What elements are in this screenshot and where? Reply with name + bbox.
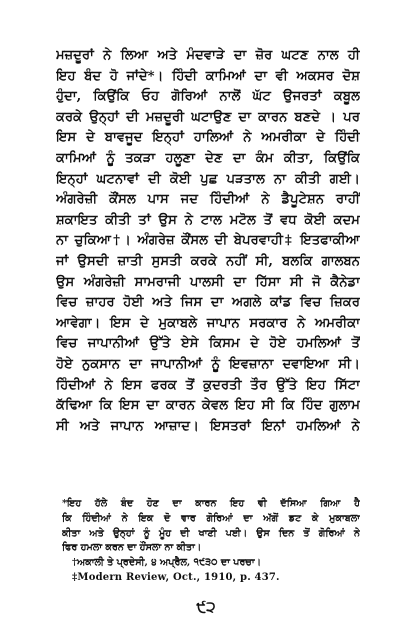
body-line: ਨਾ ਚੁਕਿਆ†। ਅੰਗਰੇਜ਼ ਕੌਂਸਲ ਦੀ ਬੇਪਰਵਾਹੀ‡ ਇਤਫਾਕੀਆ [56,233,360,249]
page-number: ੯੨ [196,598,216,616]
body-text [56,46,360,437]
body-line: ਵਿਚ ਜਾਪਾਨੀਆਂ ਉੱਤੇ ਏਸੇ ਕਿਸਮ ਦੇ ਹੋਏ ਹਮਲਿਆਂ ਤੋਂ [56,336,360,352]
footnote-line: †ਅਕਾਲੀ ਤੇ ਪ੍ਰਦੇਸੀ, ੪ ਅਪ੍ਰੈਲ, ੧੯੩੦ ਦਾ ਪਰਚਾ। [72,557,262,569]
body-line: ਵਿਚ ਜ਼ਾਹਰ ਹੋਈ ਅਤੇ ਜਿਸ ਦਾ ਅਗਲੇ ਕਾਂਡ ਵਿਚ ਜ਼ਿਕਰ [56,295,360,311]
body-line: ਉਸ ਅੰਗਰੇਜ਼ੀ ਸਾਮਰਾਜੀ ਪਾਲਸੀ ਦਾ ਹਿੱਸਾ ਸੀ ਜੋ ਕੈਨੇਡਾ [56,274,360,290]
body-line: ਆਵੇਗਾ। ਇਸ ਦੇ ਮੁਕਾਬਲੇ ਜਾਪਾਨ ਸਰਕਾਰ ਨੇ ਅਮਰੀਕਾ [56,315,360,331]
body-line: ਕਰਕੇ ਉਨ੍ਹਾਂ ਦੀ ਮਜ਼ਦੂਰੀ ਘਟਾਉਣ ਦਾ ਕਾਰਨ ਬਣਦੇ । ਪਰ [56,109,360,125]
body-line: ਜਾਂ ਉਸਦੀ ਜ਼ਾਤੀ ਸੁਸਤੀ ਕਰਕੇ ਨਹੀਂ ਸੀ, ਬਲਕਿ ਗਾਲਬਨ [56,253,360,269]
footnote-line: ਕਿ ਹਿੰਦੀਆਂ ਨੇ ਇਕ ਦੋ ਵਾਰ ਗੋਰਿਆਂ ਦਾ ਅੱਗੋਂ ਡਟ ਕੇ ਮੁਕਾਬਲਾ [62,512,360,524]
body-line: ਇਸ ਦੇ ਬਾਵਜੂਦ ਇਨ੍ਹਾਂ ਹਾਲਿਆਂ ਨੇ ਅਮਰੀਕਾ ਦੇ ਹਿੰਦੀ [56,130,360,146]
body-line: ਇਨ੍ਹਾਂ ਘਟਨਾਵਾਂ ਦੀ ਕੋਈ ਪੁਛ ਪੜਤਾਲ ਨਾ ਕੀਤੀ ਗਈ। [56,171,360,187]
body-line: ਕਾਮਿਆਂ ਨੂੰ ਤਕੜਾ ਹਲੂਣਾ ਦੇਣ ਦਾ ਕੰਮ ਕੀਤਾ, ਕਿਉਂਕਿ [56,150,360,166]
footnote-line: ਕੀਤਾ ਅਤੇ ਉਨ੍ਹਾਂ ਨੂੰ ਮੂੰਹ ਦੀ ਖਾਣੀ ਪਈ। ਉਸ ਦਿਨ ਤੋਂ ਗੋਰਿਆਂ ਨੇ [62,527,360,539]
body-line: ਹਿੰਦੀਆਂ ਨੇ ਇਸ ਫਰਕ ਤੋਂ ਕੁਦਰਤੀ ਤੌਰ ਉੱਤੇ ਇਹ ਸਿੱਟਾ [56,377,360,393]
body-line: ਹੋਏ ਨੁਕਸਾਨ ਦਾ ਜਾਪਾਨੀਆਂ ਨੂੰ ਇਵਜ਼ਾਨਾ ਦਵਾਇਆ ਸੀ। [56,356,360,372]
body-line: ਕੱਢਿਆ ਕਿ ਇਸ ਦਾ ਕਾਰਨ ਕੇਵਲ ਇਹ ਸੀ ਕਿ ਹਿੰਦ ਗੁਲਾਮ [56,398,360,414]
body-line: ਅੰਗਰੇਜ਼ੀ ਕੌਂਸਲ ਪਾਸ ਜਦ ਹਿੰਦੀਆਂ ਨੇ ਡੈਪੂਟੇਸ਼ਨ ਰਾਹੀਂ [56,192,360,208]
footnote-line: ‡Modern Review, Oct., 1910, p. 437. [72,571,280,583]
body-line: ਸੀ ਅਤੇ ਜਾਪਾਨ ਆਜ਼ਾਦ। ਇਸਤਰਾਂ ਇਨਾਂ ਹਮਲਿਆਂ ਨੇ [56,418,360,434]
body-line: ਹੁੰਦਾ, ਕਿਉਂਕਿ ਓਹ ਗੋਰਿਆਂ ਨਾਲੋਂ ਘੱਟ ਉਜਰਤਾਂ ਕਬੂਲ [56,89,360,105]
body-line: ਮਜ਼ਦੂਰਾਂ ਨੇ ਲਿਆ ਅਤੇ ਮੰਦਵਾੜੇ ਦਾ ਜ਼ੋਰ ਘਟਣ ਨਾਲ ਹੀ [56,48,360,63]
body-line: ਇਹ ਬੰਦ ਹੋ ਜਾਂਦੇ*। ਹਿੰਦੀ ਕਾਮਿਆਂ ਦਾ ਵੀ ਅਕਸਰ ਦੋਸ਼ [56,68,360,84]
body-line: ਸ਼ਕਾਇਤ ਕੀਤੀ ਤਾਂ ਉਸ ਨੇ ਟਾਲ ਮਟੋਲ ਤੋਂ ਵਧ ਕੋਈ ਕਦਮ [56,212,360,228]
footnote-line: *ਇਹ ਹੱਲੇ ਬੰਦ ਹੋਣ ਦਾ ਕਾਰਨ ਇਹ ਵੀ ਦੱਸਿਆ ਗਿਆ ਹੈ [62,498,360,509]
footnotes [62,497,360,586]
footnote-line: ਫਿਰ ਹਮਲਾ ਕਰਨ ਦਾ ਹੌਂਸਲਾ ਨਾ ਕੀਤਾ। [62,542,202,554]
